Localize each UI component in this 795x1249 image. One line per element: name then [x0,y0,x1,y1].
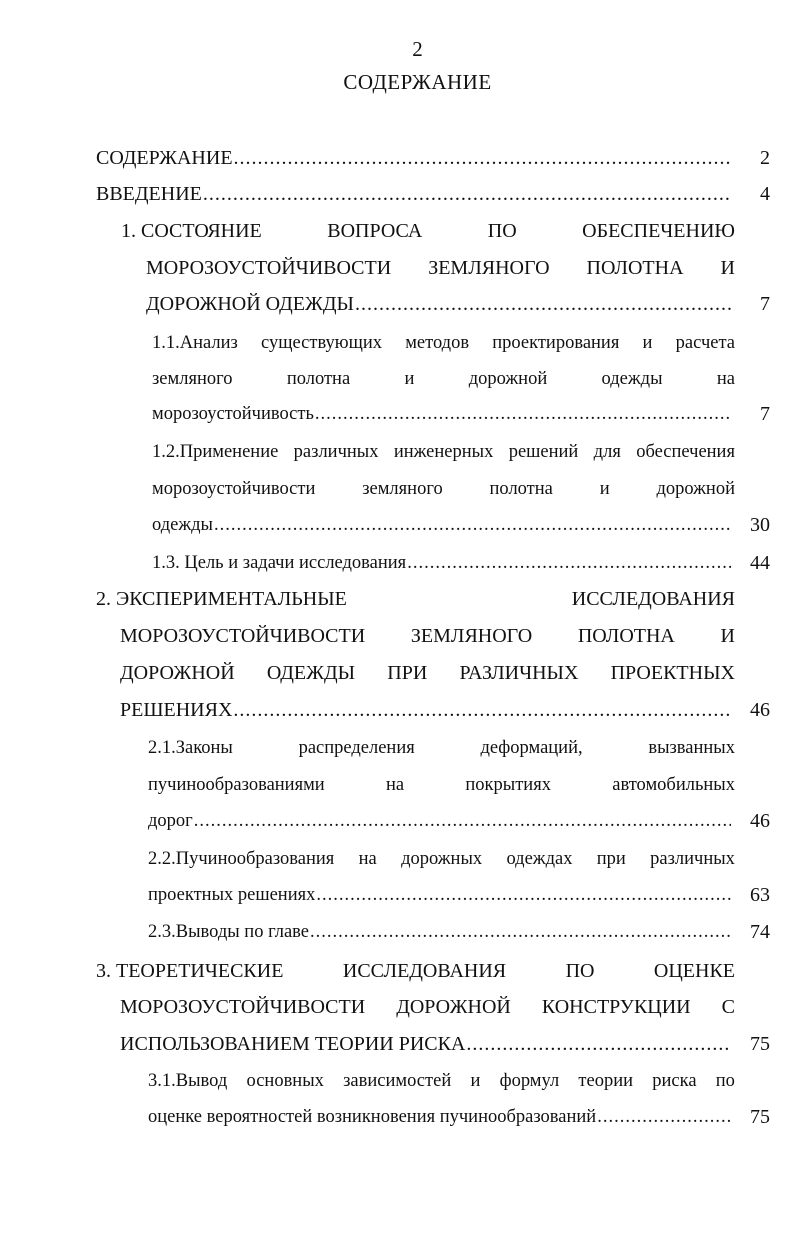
toc-entry-line [152,550,735,576]
toc-page-number: 75 [750,1106,770,1128]
toc-word: вызванных [648,738,735,758]
dot-leader [355,291,731,317]
toc-word: различных [293,442,379,462]
toc-word: 2.2.Пучинообразования [148,849,335,869]
toc-entry-line [152,366,735,392]
toc-entry-line [148,846,735,872]
toc-word: 1.2.Применение [152,442,279,462]
toc-word: распределения [298,738,415,758]
toc-word: ИССЛЕДОВАНИЯ [571,588,735,610]
toc-word: основных [246,1071,324,1091]
toc-entry-text: 1.3. Цель и задачи исследования [152,553,407,573]
toc-entry-line [120,1031,735,1057]
toc-word: обеспечения [636,442,735,462]
toc-page-number: 7 [760,403,770,425]
toc-entry-line [96,181,735,207]
dot-leader [315,401,731,427]
page-title: СОДЕРЖАНИЕ [343,70,492,94]
toc-entry-line [152,476,735,502]
toc-entry-text: дорог [148,811,193,831]
toc-word: методов [405,333,470,353]
toc-page-number: 7 [760,293,770,315]
toc-entry-line [120,994,735,1020]
toc-entry-text: СОДЕРЖАНИЕ [96,147,233,169]
dot-leader [203,181,731,207]
toc-word: ПОЛОТНА [577,625,675,647]
toc-word: автомобильных [612,775,735,795]
toc-page-number: 4 [760,183,770,205]
toc-entry-line [148,882,735,908]
toc-word: дорожных [401,849,483,869]
toc-word: дорожной [656,479,735,499]
toc-entry-line [120,697,735,723]
toc-word: С [721,996,735,1018]
toc-entry-line [146,255,735,281]
toc-page-number: 74 [750,921,770,943]
toc-word: ПОЛОТНА [586,257,684,279]
toc-entry-text: ДОРОЖНОЙ ОДЕЖДЫ [146,293,354,315]
toc-word: инженерных [393,442,494,462]
toc-page-number: 46 [750,810,770,832]
toc-word: формул [499,1071,560,1091]
toc-word: КОНСТРУКЦИИ [541,996,691,1018]
toc-entry-text: одежды [152,515,213,535]
toc-entry-text: проектных решениях [148,885,316,905]
toc-word: ВОПРОСА [327,220,423,242]
toc-word: И [720,625,735,647]
toc-word: полотна [489,479,553,499]
toc-page-number: 46 [750,699,770,721]
toc-entry-line [96,145,735,171]
toc-word: 2.1.Законы [148,738,233,758]
toc-entry-line [152,512,735,538]
toc-word: ПРОЕКТНЫХ [610,662,735,684]
toc-word: одежды [601,369,663,389]
toc-word: 1.1.Анализ [152,333,238,353]
toc-word: МОРОЗОУСТОЙЧИВОСТИ [120,996,366,1018]
toc-entry-line [148,772,735,798]
toc-word: дорожной [468,369,548,389]
toc-word: ИССЛЕДОВАНИЯ [342,960,507,982]
toc-word: зависимостей [343,1071,452,1091]
toc-word: 3.1.Вывод [148,1071,228,1091]
toc-entry-line [148,1104,735,1130]
toc-word: РАЗЛИЧНЫХ [459,662,579,684]
dot-leader [310,919,731,945]
toc-word: ЗЕМЛЯНОГО [428,257,550,279]
toc-page-number: 30 [750,514,770,536]
toc-word: расчета [675,333,735,353]
toc-word: МОРОЗОУСТОЙЧИВОСТИ [146,257,392,279]
toc-word: ЗЕМЛЯНОГО [410,625,533,647]
toc-word: одеждах [506,849,573,869]
toc-word: покрытиях [465,775,551,795]
dot-leader [234,145,731,171]
toc-entry-text: РЕШЕНИЯХ [120,699,233,721]
toc-word: ПО [565,960,595,982]
toc-word: различных [650,849,735,869]
toc-entry-line [152,439,735,465]
toc-word: морозоустойчивости [152,479,316,499]
toc-word: ПРИ [387,662,428,684]
toc-entry-line [148,1068,735,1094]
toc-page-number: 2 [760,147,770,169]
toc-word: 3. ТЕОРЕТИЧЕСКИЕ [96,960,284,982]
toc-word: и [599,479,610,499]
toc-page-number: 44 [750,552,770,574]
toc-page-number: 63 [750,884,770,906]
toc-word: проектирования [492,333,620,353]
toc-word: ДОРОЖНОЙ [396,996,511,1018]
toc-entry-line [146,291,735,317]
toc-word: на [385,775,405,795]
toc-word: решений [508,442,579,462]
toc-entry-line [96,586,735,612]
dot-leader [316,882,731,908]
toc-word: теории [578,1071,634,1091]
toc-word: земляного [362,479,443,499]
toc-entry-text: морозоустойчивость [152,404,314,424]
toc-entry-line [96,958,735,984]
dot-leader [214,512,731,538]
toc-word: при [596,849,626,869]
toc-word: по [715,1071,735,1091]
toc-entry-line [148,735,735,761]
toc-word: существующих [261,333,383,353]
toc-entry-text: 2.3.Выводы по главе [148,922,310,942]
toc-entry-line [120,660,735,686]
toc-word: и [642,333,653,353]
toc-word: ДОРОЖНОЙ [120,662,235,684]
toc-page-number: 75 [750,1033,770,1055]
toc-word: 1. СОСТОЯНИЕ [121,220,262,242]
toc-entry-line [148,919,735,945]
toc-word: на [716,369,735,389]
toc-word: пучинообразованиями [148,775,325,795]
dot-leader [233,697,731,723]
toc-entry-text: оценке вероятностей возникновения пучинообразований [148,1107,597,1127]
page-number: 2 [412,37,423,61]
toc-word: ОБЕСПЕЧЕНИЮ [582,220,735,242]
toc-entry-text: ВВЕДЕНИЕ [96,183,202,205]
dot-leader [407,550,731,576]
toc-word: ОДЕЖДЫ [266,662,356,684]
toc-word: и [470,1071,481,1091]
dot-leader [194,808,731,834]
toc-word: 2. ЭКСПЕРИМЕНТАЛЬНЫЕ [96,588,347,610]
toc-word: И [720,257,735,279]
toc-entry-line [121,218,735,244]
toc-word: и [404,369,415,389]
toc-word: деформаций, [480,738,583,758]
toc-entry-line [120,623,735,649]
toc-entry-line [148,808,735,834]
toc-entry-line [152,330,735,356]
toc-entry-text: ИСПОЛЬЗОВАНИЕМ ТЕОРИИ РИСКА [120,1033,466,1055]
toc-word: ОЦЕНКЕ [653,960,735,982]
dot-leader [466,1031,731,1057]
dot-leader [597,1104,731,1130]
toc-word: полотна [286,369,351,389]
toc-word: земляного [152,369,233,389]
toc-word: ПО [487,220,517,242]
toc-word: на [358,849,377,869]
toc-word: МОРОЗОУСТОЙЧИВОСТИ [120,625,366,647]
toc-word: для [593,442,621,462]
toc-word: риска [652,1071,697,1091]
toc-entry-line [152,401,735,427]
